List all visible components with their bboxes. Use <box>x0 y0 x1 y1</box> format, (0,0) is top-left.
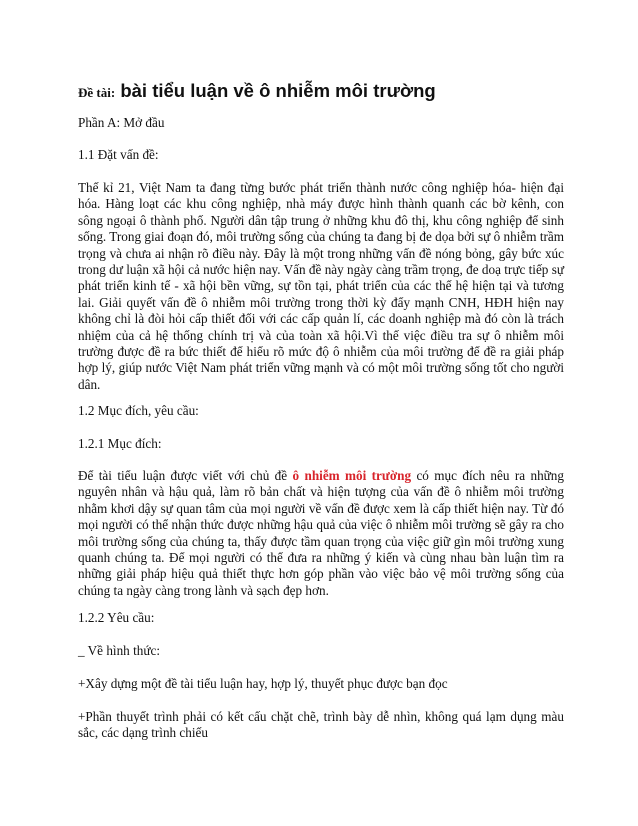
paragraph-purpose <box>78 468 564 599</box>
title-label: Đề tài: <box>78 85 116 100</box>
section-1-2-2-heading: 1.2.2 Yêu cầu: <box>78 610 155 625</box>
paragraph-problem-statement: Thế kỉ 21, Việt Nam ta đang từng bước phát triển thành nước công nghiệp hóa- hiện đại hóa. Hàng loạt các khu công nghiệp, nhà máy được hình thành quanh các bờ kênh, con sông ngoại ô thành phố. Người dân tập trung ở những khu đô thị, khu công nghiệp để sinh sống. Trong giai đoạn đó, môi trường sống của chúng ta đang bị đe dọa bởi sự ô nhiễm trầm trọng và chưa ai nhận rõ điều này. Đây là một trong những vấn đề nóng bỏng, gây bức xúc trong dư luận xã hội cả nước hiện nay. Vấn đề này ngày càng trầm trọng, đe doạ trực tiếp sự phát triển kinh tế - xã hội bền vững, sự tồn tại, phát triển của các thế hệ hiện tại và tương lai. Giải quyết vấn đề ô nhiễm môi trường trong thời kỳ đẩy mạnh CNH, HĐH hiện nay không chỉ là đòi hỏi cấp thiết đối với các cấp quản lí, các doanh nghiệp mà đó còn là trách nhiệm của cả hệ thống chính trị và của toàn xã hội.Vì thế việc điều tra sự ô nhiễm môi trường được đề ra bức thiết để hiểu rõ mức độ ô nhiễm của môi trường để đề ra giải pháp hợp lý, giúp nước Việt Nam phát triển vững mạnh và có một môi trường sống tốt cho người dân. <box>78 180 564 392</box>
bullet-item: +Xây dựng một đề tài tiểu luận hay, hợp lý, thuyết phục được bạn đọc <box>78 676 448 691</box>
highlighted-topic: ô nhiễm môi trường <box>292 468 412 483</box>
purpose-text-start: Để tài tiểu luận được viết với chủ đề <box>78 468 293 483</box>
document-title <box>78 80 436 102</box>
section-1-1-heading: 1.1 Đặt vấn đề: <box>78 147 159 162</box>
title-text: bài tiểu luận về ô nhiễm môi trường <box>115 80 436 101</box>
section-1-2-1-heading: 1.2.1 Mục đích: <box>78 436 162 451</box>
bullet-item: +Phần thuyết trình phải có kết cấu chặt chẽ, trình bày dễ nhìn, không quá lạm dụng màu sắc, các dạng trình chiếu <box>78 709 564 741</box>
purpose-text-rest: có mục đích nêu ra những nguyên nhân và hậu quả, làm rõ bản chất và hiện tượng của vấn đề ô nhiễm môi trường nhằm khơi dậy sự quan tâm của mọi người về vấn đề được xem là cấp thiết hiện nay. Từ đó mọi người có thể nhận thức được những hậu quả của việc ô nhiễm môi trường sẽ gây ra cho môi trường sống của chúng ta, thấy được tầm quan trọng của việc giữ gìn môi trường xung quanh chúng ta. Để mọi người có thể đưa ra những ý kiến và cùng nhau bàn luận tìm ra những giải pháp hiệu quả thiết thực hơn góp phần vào việc bảo vệ môi trường sống của chúng ta ngày càng trong lành và sạch đẹp hơn. <box>78 468 564 598</box>
part-a-heading: Phần A: Mở đầu <box>78 115 165 130</box>
form-heading: _ Về hình thức: <box>78 643 160 658</box>
section-1-2-heading: 1.2 Mục đích, yêu cầu: <box>78 403 199 418</box>
